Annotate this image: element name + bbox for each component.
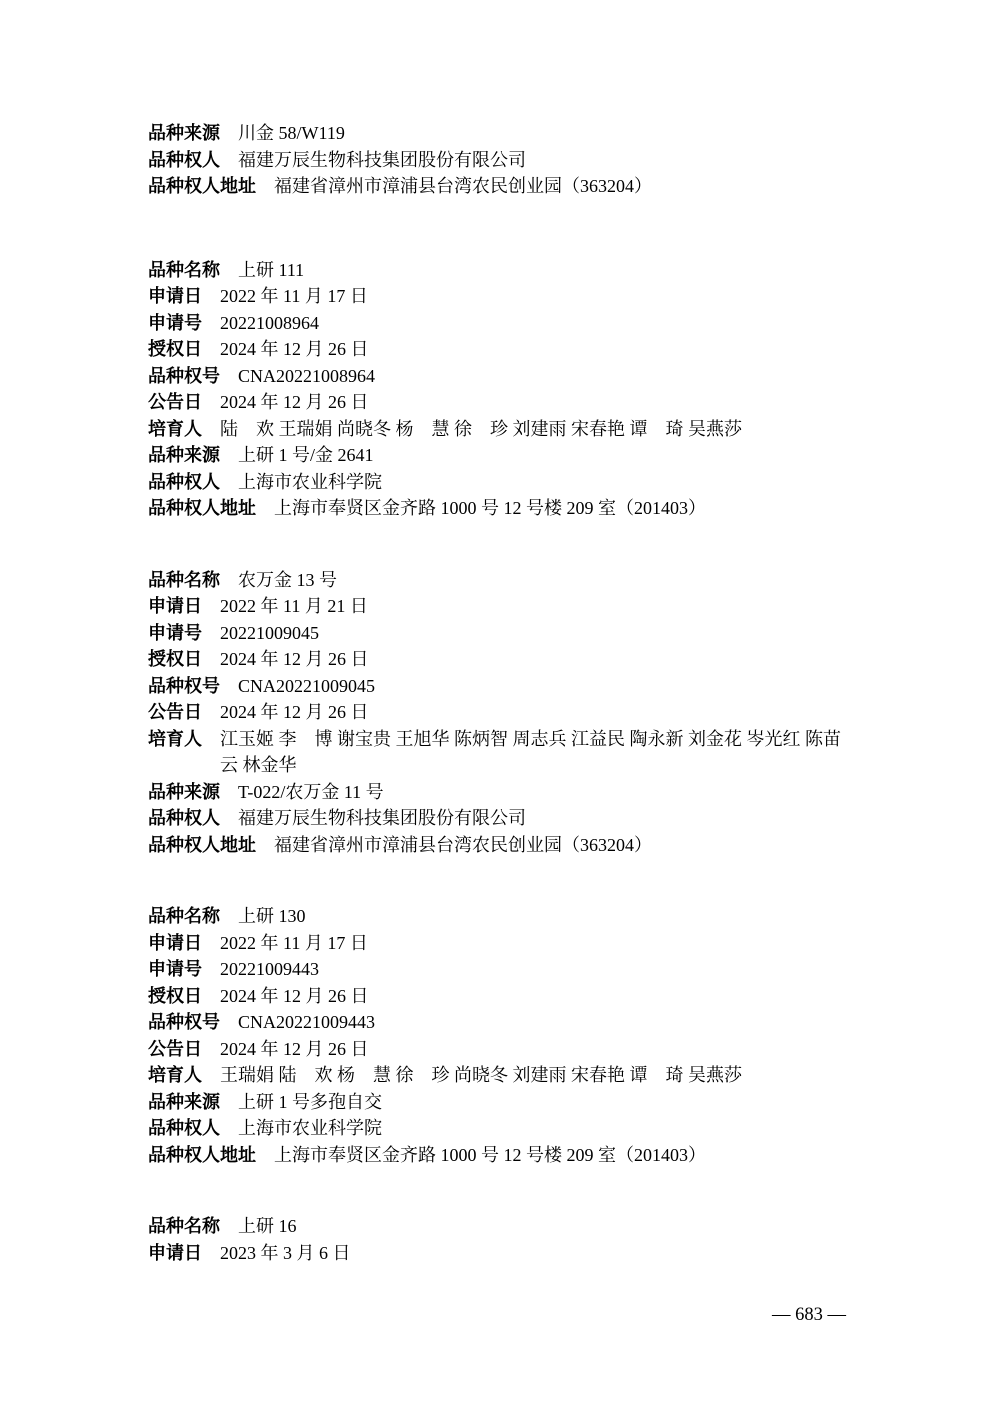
field-value: 2023 年 3 月 6 日 xyxy=(220,1242,351,1263)
record-field-row xyxy=(148,363,846,390)
field-value: 2024 年 12 月 26 日 xyxy=(220,702,369,722)
record-field-row xyxy=(148,1142,846,1169)
field-label: 品种权人 xyxy=(148,808,220,828)
field-label: 品种权人 xyxy=(148,149,220,170)
field-value: 2024 年 12 月 26 日 xyxy=(220,339,369,359)
record-field-row xyxy=(148,257,846,284)
field-value: 20221008964 xyxy=(220,312,319,333)
record-field-row xyxy=(148,1089,846,1116)
field-label: 品种权人 xyxy=(148,471,220,492)
field-label: 授权日 xyxy=(148,985,202,1006)
field-value: 2024 年 12 月 26 日 xyxy=(220,649,369,669)
field-value: 福建省漳州市漳浦县台湾农民创业园（363204） xyxy=(274,834,652,855)
field-label: 申请号 xyxy=(148,312,202,333)
field-label: 培育人 xyxy=(148,418,202,439)
record-field-row xyxy=(148,983,846,1010)
field-value: 2024 年 12 月 26 日 xyxy=(220,1038,369,1059)
field-value: 川金 58/W119 xyxy=(238,123,345,143)
field-label: 品种名称 xyxy=(148,906,220,926)
field-value: 上海市农业科学院 xyxy=(238,1118,382,1138)
record-field-row xyxy=(148,903,846,930)
field-label: 申请号 xyxy=(148,959,202,979)
record-field-row xyxy=(148,416,846,443)
record-field-row xyxy=(148,805,846,832)
record-field-row xyxy=(148,469,846,496)
field-label: 品种来源 xyxy=(148,1091,220,1112)
field-value: 上海市奉贤区金齐路 1000 号 12 号楼 209 室（201403） xyxy=(274,1144,706,1165)
field-value: T-022/农万金 11 号 xyxy=(238,781,384,802)
field-label: 申请日 xyxy=(148,286,202,306)
field-value: 上海市农业科学院 xyxy=(238,471,382,492)
field-value: 2024 年 12 月 26 日 xyxy=(220,985,369,1006)
record-field-row xyxy=(148,442,846,469)
field-value: 江玉姬 李 博 谢宝贵 王旭华 陈炳智 周志兵 江益民 陶永新 刘金花 岑光红 陈苗云 林金华 xyxy=(220,728,841,775)
field-label: 品种权号 xyxy=(148,1012,220,1032)
field-label: 培育人 xyxy=(148,728,202,749)
record-field-row xyxy=(148,1115,846,1142)
field-value: CNA20221008964 xyxy=(238,365,376,386)
field-label: 品种权人地址 xyxy=(148,1144,256,1165)
field-label: 公告日 xyxy=(148,702,202,722)
record-field-row xyxy=(148,567,846,594)
field-value: 福建万辰生物科技集团股份有限公司 xyxy=(238,808,526,828)
record-field-row xyxy=(148,593,846,620)
field-value: CNA20221009443 xyxy=(238,1012,376,1032)
field-label: 公告日 xyxy=(148,392,202,412)
field-value: 2022 年 11 月 17 日 xyxy=(220,932,368,953)
variety-record xyxy=(148,903,846,1168)
record-field-row xyxy=(148,120,846,147)
field-value: 2022 年 11 月 21 日 xyxy=(220,596,368,616)
record-field-row xyxy=(148,495,846,522)
field-value: 上海市奉贤区金齐路 1000 号 12 号楼 209 室（201403） xyxy=(274,498,706,518)
record-field-row xyxy=(148,1240,846,1267)
variety-record xyxy=(148,120,846,200)
variety-record xyxy=(148,567,846,859)
record-field-row xyxy=(148,930,846,957)
field-value: 20221009045 xyxy=(220,622,319,643)
field-value: 农万金 13 号 xyxy=(238,569,337,590)
field-label: 品种名称 xyxy=(148,569,220,590)
field-label: 品种权人地址 xyxy=(148,176,256,196)
record-field-row xyxy=(148,310,846,337)
variety-record xyxy=(148,1213,846,1266)
record-field-row xyxy=(148,779,846,806)
record-field-row xyxy=(148,1036,846,1063)
record-field-row xyxy=(148,726,846,779)
field-label: 品种权号 xyxy=(148,675,220,696)
record-field-row xyxy=(148,699,846,726)
page-number: — 683 — xyxy=(772,1305,846,1325)
record-field-row xyxy=(148,832,846,859)
field-label: 授权日 xyxy=(148,649,202,669)
record-field-row xyxy=(148,673,846,700)
records-list xyxy=(148,120,846,1311)
field-value: 福建万辰生物科技集团股份有限公司 xyxy=(238,149,526,170)
record-field-row xyxy=(148,389,846,416)
record-field-row xyxy=(148,956,846,983)
field-value: 陆 欢 王瑞娟 尚晓冬 杨 慧 徐 珍 刘建雨 宋春艳 谭 琦 吴燕莎 xyxy=(220,418,742,439)
field-label: 品种来源 xyxy=(148,445,220,465)
field-label: 品种权号 xyxy=(148,365,220,386)
field-label: 品种权人地址 xyxy=(148,498,256,518)
field-label: 品种名称 xyxy=(148,1216,220,1236)
record-field-row xyxy=(148,646,846,673)
record-field-row xyxy=(148,1062,846,1089)
field-value: 上研 16 xyxy=(238,1216,297,1236)
field-label: 品种名称 xyxy=(148,259,220,280)
field-label: 申请日 xyxy=(148,1242,202,1263)
record-field-row xyxy=(148,147,846,174)
field-value: CNA20221009045 xyxy=(238,675,376,696)
field-label: 公告日 xyxy=(148,1038,202,1059)
field-value: 上研 130 xyxy=(238,906,306,926)
field-value: 2024 年 12 月 26 日 xyxy=(220,392,369,412)
field-label: 品种权人 xyxy=(148,1118,220,1138)
field-value: 福建省漳州市漳浦县台湾农民创业园（363204） xyxy=(274,176,652,196)
field-label: 品种权人地址 xyxy=(148,834,256,855)
field-value: 王瑞娟 陆 欢 杨 慧 徐 珍 尚晓冬 刘建雨 宋春艳 谭 琦 吴燕莎 xyxy=(220,1065,742,1085)
field-label: 申请日 xyxy=(148,596,202,616)
field-label: 品种来源 xyxy=(148,123,220,143)
field-value: 上研 1 号多孢自交 xyxy=(238,1091,382,1112)
field-label: 授权日 xyxy=(148,339,202,359)
field-label: 品种来源 xyxy=(148,781,220,802)
record-field-row xyxy=(148,1009,846,1036)
record-field-row xyxy=(148,173,846,200)
record-field-row xyxy=(148,336,846,363)
record-field-row xyxy=(148,1213,846,1240)
field-label: 申请日 xyxy=(148,932,202,953)
field-value: 上研 111 xyxy=(238,259,305,280)
record-field-row xyxy=(148,283,846,310)
variety-record xyxy=(148,257,846,522)
field-value: 上研 1 号/金 2641 xyxy=(238,445,374,465)
field-value: 20221009443 xyxy=(220,959,319,979)
field-label: 培育人 xyxy=(148,1065,202,1085)
field-label: 申请号 xyxy=(148,622,202,643)
record-field-row xyxy=(148,620,846,647)
field-value: 2022 年 11 月 17 日 xyxy=(220,286,368,306)
